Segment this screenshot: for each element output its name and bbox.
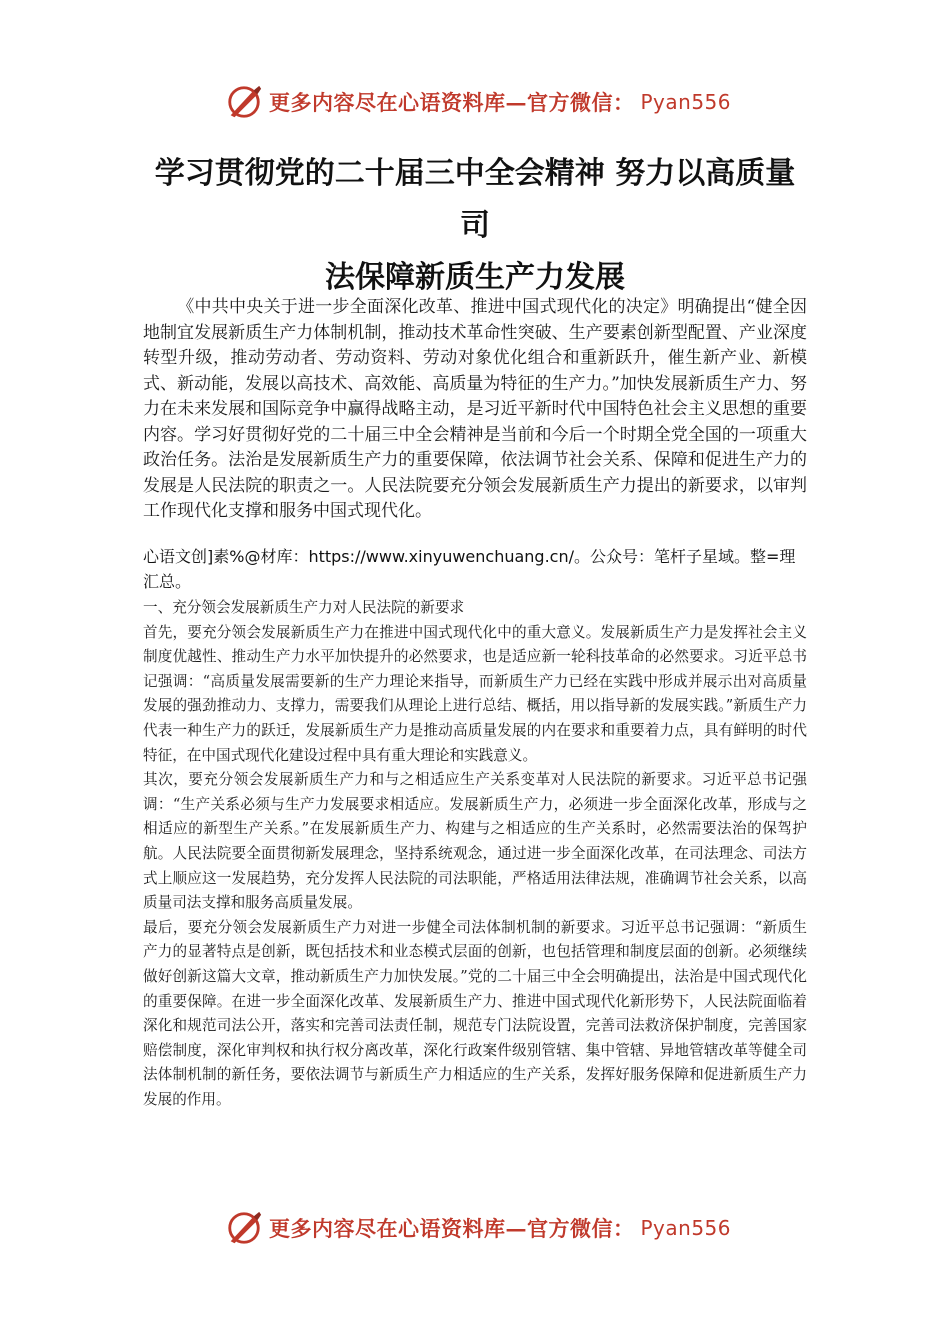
section-heading: 一、充分领会发展新质生产力对人民法院的新要求 (143, 599, 465, 616)
paragraph: 最后，要充分领会发展新质生产力对进一步健全司法体制机制的新要求。习近平总书记强调：“新质生产力的显著特点是创新，既包括技术和业态模式层面的创新，也包括管理和制度层面的创新。必须继续做好创新这篇大文章，推动新质生产力加快发展。”党的二十届三中全会明确提出，法治是中国式现代化的重要保障。在进一步全面深化改革、发展新质生产力、推进中国式现代化新形势下，人民法院面临着深化和规范司法公开，落实和完善司法责任制，规范专门法院设置，完善司法救济保护制度，完善国家赔偿制度，深化审判权和执行权分离改革，深化行政案件级别管辖、集中管辖、异地管辖改革等健全司法体制机制的新任务，要依法调节与新质生产力相适应的生产关系，发挥好服务保障和促进新质生产力发展的作用。 (143, 918, 807, 1108)
paragraph: 首先，要充分领会发展新质生产力在推进中国式现代化中的重大意义。发展新质生产力是发挥社会主义制度优越性、推动生产力水平加快提升的必然要求，也是适应新一轮科技革命的必然要求。习近平总书记强调：“高质量发展需要新的生产力理论来指导，而新质生产力已经在实践中形成并展示出对高质量发展的强劲推动力、支撑力，需要我们从理论上进行总结、概括，用以指导新的发展实践。”新质生产力代表一种生产力的跃迁，发展新质生产力是推动高质量发展的内在要求和重要着力点，具有鲜明的时代特征，在中国式现代化建设过程中具有重大理论和实践意义。 (143, 623, 807, 764)
watermark-id: Pyan556 (640, 90, 732, 114)
title-line-2: 法保障新质生产力发展 (325, 260, 625, 295)
paragraph: 其次，要充分领会发展新质生产力和与之相适应生产关系变革对人民法院的新要求。习近平总书记强调：“生产关系必须与生产力发展要求相适应。发展新质生产力，必须进一步全面深化改革，形成与之相适应的新型生产关系。”在发展新质生产力、构建与之相适应的生产关系时，必然需要法治的保驾护航。人民法院要全面贯彻新发展理念，坚持系统观念，通过进一步全面深化改革，在司法理念、司法方式上顺应这一发展趋势，充分发挥人民法院的司法职能，严格适用法律法规，准确调节社会关系，以高质量司法支撑和服务高质量发展。 (143, 771, 807, 912)
watermark-banner-bottom (225, 1208, 732, 1248)
watermark-banner-top (225, 82, 732, 122)
pen-logo-icon (225, 83, 263, 121)
title-line-1: 学习贯彻党的二十届三中全会精神 努力以高质量司 (154, 156, 796, 243)
page-title (140, 148, 810, 304)
pen-logo-icon (225, 1209, 263, 1247)
watermark-text: 更多内容尽在心语资料库—官方微信： (269, 1216, 635, 1241)
body-section (143, 596, 807, 1112)
watermark-text: 更多内容尽在心语资料库—官方微信： (269, 90, 635, 115)
promo-line: 心语文创]素%@材库：https://www.xinyuwenchuang.cn/。公众号：笔杆子星域。整=理汇总。 (143, 547, 796, 591)
intro-text: 《中共中央关于进一步全面深化改革、推进中国式现代化的决定》明确提出“健全因地制宜发展新质生产力体制机制，推动技术革命性突破、生产要素创新型配置、产业深度转型升级，推动劳动者、劳动资料、劳动对象优化组合和重新跃升，催生新产业、新模式、新动能，发展以高技术、高效能、高质量为特征的生产力。”加快发展新质生产力、努力在未来发展和国际竞争中赢得战略主动，是习近平新时代中国特色社会主义思想的重要内容。学习好贯彻好党的二十届三中全会精神是当前和今后一个时期全党全国的一项重大政治任务。法治是发展新质生产力的重要保障，依法调节社会关系、保障和促进生产力的发展是人民法院的职责之一。人民法院要充分领会发展新质生产力提出的新要求，以审判工作现代化支撑和服务中国式现代化。 (143, 297, 807, 521)
intro-paragraph (143, 295, 807, 525)
watermark-id: Pyan556 (640, 1216, 732, 1240)
